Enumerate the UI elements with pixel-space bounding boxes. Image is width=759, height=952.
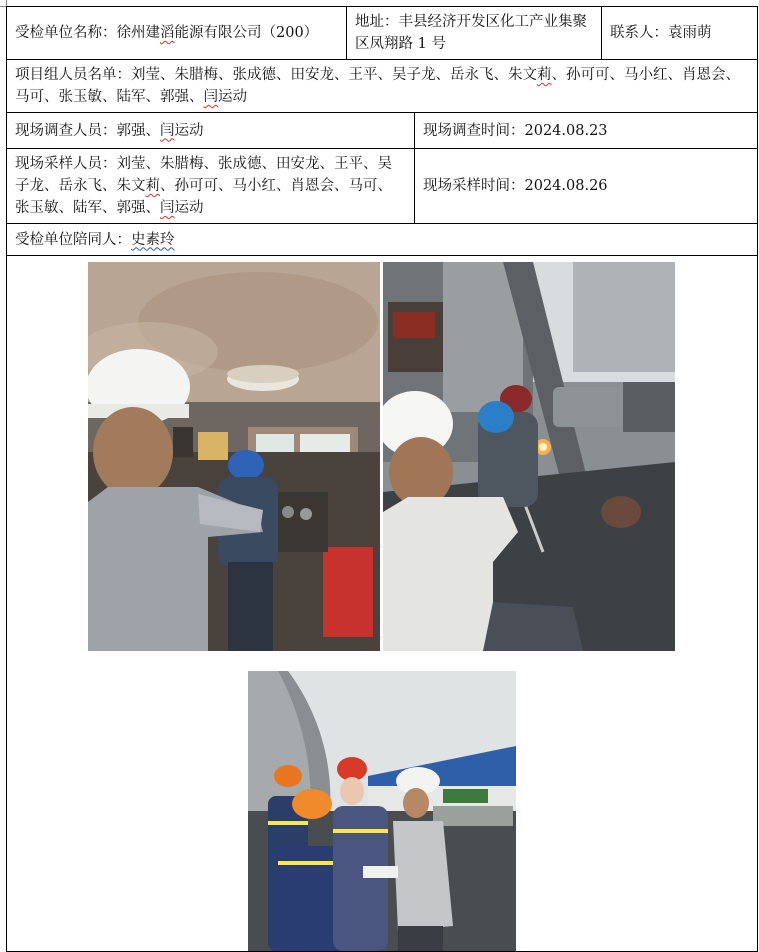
sampling-staff-cell	[7, 149, 415, 224]
project-team-row	[7, 60, 758, 113]
companion-row	[7, 224, 758, 256]
companion-name: 史素玲	[131, 231, 175, 248]
project-team-flagged-char-1: 莉	[537, 67, 552, 83]
contact-cell: 联系人：袁雨萌	[602, 7, 758, 60]
survey-staff-names-end: 运动	[174, 122, 204, 139]
companion-cell	[7, 224, 758, 256]
survey-time-cell: 现场调查时间：2024.08.23	[415, 113, 758, 149]
photo-outdoor-group	[248, 671, 516, 951]
sampling-row	[7, 149, 758, 224]
project-team-names-3: 运动	[218, 89, 247, 105]
project-team-names-1: 刘莹、朱腊梅、张成德、田安龙、王平、吴子龙、岳永飞、朱文	[131, 67, 537, 83]
unit-name-cell	[7, 7, 347, 60]
project-team-label: 项目组人员名单：	[15, 67, 131, 83]
inspection-record-table	[6, 6, 758, 952]
survey-staff-flagged-char: 闫	[160, 122, 175, 139]
survey-row	[7, 113, 758, 149]
unit-name-part2: 能源有限公司（200）	[174, 25, 319, 41]
unit-row	[7, 7, 758, 60]
survey-staff-label: 现场调查人员：郭强、	[15, 122, 160, 139]
unit-name-label: 受检单位名称：	[15, 25, 117, 41]
address-cell: 地址：丰县经济开发区化工产业集聚区凤翔路 1 号	[347, 7, 602, 60]
survey-staff-cell	[7, 113, 415, 149]
unit-name-flagged-char: 滔	[160, 25, 175, 41]
unit-name-part1: 徐州建	[116, 25, 160, 41]
photo-row	[7, 256, 758, 952]
sampling-staff-names-2: 、孙可可、马小红、肖恩会、马可、张玉敏、陆军、郭强、	[15, 178, 392, 216]
companion-label: 受检单位陪同人：	[15, 231, 131, 248]
project-team-cell	[7, 60, 758, 113]
photo-conveyor-machinery	[383, 262, 675, 651]
photo-control-cabin	[88, 262, 380, 651]
project-team-flagged-char-2: 闫	[203, 89, 218, 105]
sampling-time-cell: 现场采样时间：2024.08.26	[415, 149, 758, 224]
photo-cell	[7, 256, 758, 952]
sampling-staff-flagged-char-2: 闫	[160, 200, 175, 216]
project-team-names-2: 、孙可可、马小红、肖恩会、马可、张玉敏、陆军、郭强、	[15, 67, 740, 105]
sampling-staff-names-3: 运动	[174, 200, 204, 216]
sampling-staff-flagged-char-1: 莉	[145, 178, 160, 194]
sampling-staff-names-1: 现场采样人员：刘莹、朱腊梅、张成德、田安龙、王平、吴子龙、岳永飞、朱文	[15, 156, 392, 194]
